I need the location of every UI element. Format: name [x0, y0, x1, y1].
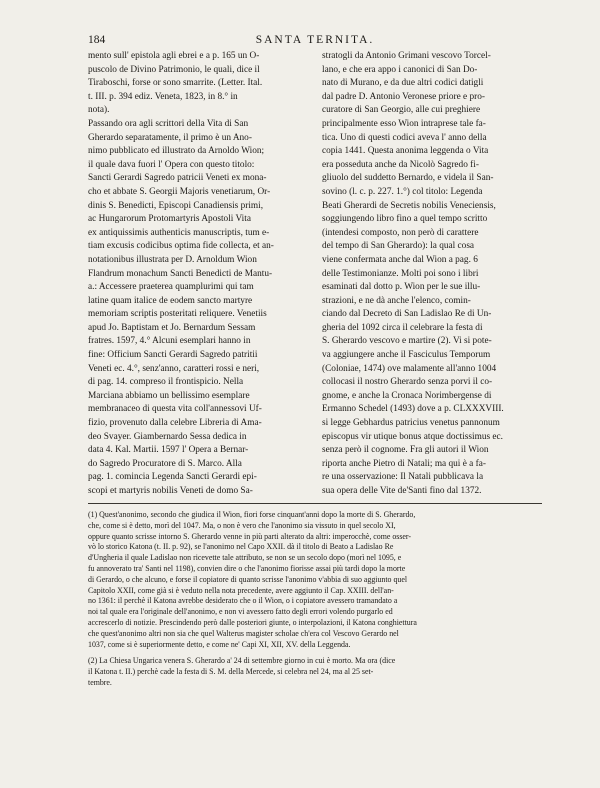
footnote-line: noi tal quale era l'originale dell'anonimo, e non vi avessero fatto degli errori volendo purgarlo ed — [88, 607, 393, 617]
text-line: gheria del 1092 circa il celebrare la festa di — [322, 322, 483, 333]
footnote-separator — [88, 503, 542, 504]
text-line: gliuolo del suddetto Bernardo, e videla il San- — [322, 173, 494, 184]
text-line: stratogli da Antonio Grimani vescovo Torcel- — [322, 51, 491, 61]
footnote-line: oppure quanto scrisse intorno S. Gherardo venne in più parti alterato da altri: imperocchè, come osser- — [88, 531, 412, 541]
text-line: Tiraboschi, forse or sono smarrite. (Letter. Ital. — [88, 78, 263, 89]
text-line: cho et abbate S. Georgii Majoris venetiarum, Or- — [88, 186, 271, 197]
text-line: curatore di San Georgio, alle cui preghiere — [322, 105, 481, 116]
text-line: (Coloniae, 1474) ove malamente all'anno 1004 — [322, 363, 497, 374]
footnote-line: 1037, come si è superiormente detto, e come ne' Capi XI, XII, XV. della Leggenda. — [88, 639, 351, 649]
text-line: del tempo di San Gherardo): la qual cosa — [322, 241, 475, 252]
text-line: data 4. Kal. Martii. 1597 l' Opera a Bernar- — [88, 445, 249, 456]
text-line: Sancti Gerardi Sagredo patricii Veneti ex mona- — [88, 173, 267, 184]
text-line: gnome, e anche la Cronaca Norimbergense di — [322, 390, 492, 401]
text-line: Passando ora agli scrittori della Vita di San — [88, 118, 249, 129]
text-line: scopi et martyris nobilis Veneti de domo Sa- — [88, 486, 253, 496]
text-line: ex antiquissimis authenticis manuscriptis, tum e- — [88, 227, 270, 238]
text-line: senza però il cognome. Fra gli autori il Wion — [322, 445, 489, 456]
text-line: si legge Gebhardus patricius venetus pannonum — [322, 418, 500, 429]
text-line: nimo pubblicato ed illustrato da Arnoldo Wion; — [88, 146, 265, 157]
text-line: memoriam scriptis posteritati reliquere. Venetiis — [88, 309, 267, 320]
text-line: mento sull' epistola agli ebrei e a p. 165 un O- — [88, 51, 260, 61]
page-number: 184 — [88, 34, 106, 46]
text-line: riporta anche Pietro di Natali; ma qui è a fa- — [322, 458, 486, 469]
footnote-line: tembre. — [88, 677, 112, 687]
footnote — [88, 510, 542, 650]
text-line: il quale dava fuori l' Opera con questo titolo: — [88, 159, 255, 170]
text-line: puscolo de Divino Patrimonio, le quali, dice il — [88, 64, 260, 75]
text-line: ciando dal Decreto di San Ladislao Re di Un- — [322, 309, 492, 320]
text-line: tica. Uno di questi codici aveva l' anno della — [322, 132, 487, 143]
text-line: Gherardo separatamente, il primo è un Ano- — [88, 132, 252, 143]
text-line: copia 1441. Questa anonima leggenda o Vita — [322, 146, 489, 157]
text-line: nato di Murano, e da due altri codici datigli — [322, 78, 484, 89]
text-line: esaminati dal dotto p. Wion per le sue illu- — [322, 282, 481, 293]
footnote-line: fu annoverato tra' Santi nel 1198), convien dire o che l'anonimo fiorisse assai più tardi dopo la morte — [88, 563, 406, 573]
text-line: dal padre D. Antonio Veronese priore e pro- — [322, 91, 485, 102]
text-line: era posseduta anche da Nicolò Sagredo fi- — [322, 159, 479, 170]
text-line: membranaceo di questa vita coll'annessovi Uf- — [88, 404, 262, 415]
text-line: latine quam italice de eodem sancto martyre — [88, 295, 253, 306]
text-line: Veneti ec. 4.°, senz'anno, caratteri rossi e neri, — [88, 363, 260, 374]
text-line: sua opera delle Vite de'Santi fino dal 1372. — [322, 486, 482, 496]
footnote-line: il Katona t. II.) perchè cade la festa di S. M. della Mercede, si celebra nel 24, ma al 25 set- — [88, 667, 374, 677]
text-line: Ermanno Schedel (1493) dove a p. CLXXXVIII. — [322, 404, 504, 415]
text-line: soggiungendo libro fino a quel tempo scritto — [322, 214, 488, 225]
text-line: a.: Accessere praeterea quamplurimi qui tam — [88, 282, 254, 293]
text-line: apud Jo. Baptistam et Jo. Bernardum Sessam — [88, 322, 256, 333]
footnote — [88, 656, 542, 688]
footnote-line: no 1361: il perchè il Katona avrebbe desiderato che o il Wion, o i copiatore avessero tramandato a — [88, 596, 398, 606]
text-line: va aggiungere anche il Fasciculus Temporum — [322, 350, 491, 361]
text-line: deo Svayer. Giambernardo Sessa dedica in — [88, 431, 247, 442]
text-line: notationibus illustrata per D. Arnoldum Wion — [88, 254, 257, 265]
text-line: fine: Officium Sancti Gerardi Sagredo patritii — [88, 350, 258, 361]
text-line: ac Hungarorum Protomartyris Apostoli Vita — [88, 214, 251, 225]
running-title: SANTA TERNITA. — [255, 34, 375, 46]
footnote-line: (1) Quest'anonimo, secondo che giudica il Wion, fiori forse cinquant'anni dopo la morte di S. Gherardo, — [88, 510, 416, 519]
text-line: fratres. 1597, 4.° Alcuni esemplari hanno in — [88, 336, 251, 347]
text-line: Flandrum monachum Sancti Benedicti de Mantu- — [88, 268, 273, 279]
footnote-line: accrescerlo di notizie. Prescindendo però dalle posteriori giunte, o interpolazioni, il Katona conghiettura — [88, 617, 417, 627]
text-line: di pag. 14. compreso il frontispicio. Nella — [88, 377, 244, 388]
footnote-line: di Gerardo, o che alcuno, e forse il copiatore di quanto scrisse l'anonimo v'abbia di suo aggiunto quel — [88, 574, 408, 584]
footnote-line: che, come si è detto, morì del 1047. Ma, o non è vero che l'anonimo sia vissuto in quel secolo XI, — [88, 520, 396, 530]
footnote-line: vò lo storico Katona (t. II. p. 92), se l'anonimo nel Capo XXII. dà il titolo di Beato a Ladislao Re — [88, 542, 394, 552]
text-line: principalmente esso Wion intraprese tale fa- — [322, 118, 486, 129]
text-line: tiam excusis codicibus optima fide collecta, et an- — [88, 241, 274, 252]
footnotes — [88, 510, 542, 689]
body-text — [88, 50, 542, 496]
text-line: (intendesi composto, non però di carattere — [322, 227, 479, 238]
text-line: re una osservazione: Il Natali pubblicava la — [322, 472, 484, 483]
text-line: do Sagredo Procuratore di S. Marco. Alla — [88, 458, 242, 469]
text-line: fizio, provenuto dalla celebre Libreria di Ama- — [88, 418, 262, 429]
running-header — [88, 34, 542, 48]
left-column — [88, 50, 308, 496]
text-line: viene confermata anche dal Wion a pag. 6 — [322, 254, 478, 265]
text-line: episcopus vir utique bonus atque doctissimus ec. — [322, 431, 504, 442]
text-line: collocasi il nostro Gherardo senza porvi il co- — [322, 377, 493, 388]
text-line: Beati Gherardi de Secretis nobilis Veneciensis, — [322, 200, 496, 211]
right-column — [322, 50, 542, 496]
footnote-line: (2) La Chiesa Ungarica venera S. Gherardo a' 24 di settembre giorno in cui è morto. Ma ora (dice — [88, 656, 396, 666]
text-line: delle Testimonianze. Molti poi sono i libri — [322, 268, 479, 279]
text-line: t. III. p. 394 ediz. Veneta, 1823, in 8.° in — [88, 91, 238, 102]
text-line: Marciana abbiamo un bellissimo esemplare — [88, 390, 250, 401]
text-line: strazioni, e ne dà anche l'elenco, comin- — [322, 295, 471, 306]
text-line: nota). — [88, 105, 110, 116]
text-line: lano, e che era appo i canonici di San Do- — [322, 64, 478, 75]
text-line: sovino (l. c. p. 227. 1.°) col titolo: Legenda — [322, 186, 483, 197]
text-line: S. Gherardo vescovo e martire (2). Vi si pote- — [322, 336, 492, 347]
footnote-line: Capitolo XXII, come già si è veduto nella nota precedente, avere aggiunto il Cap. XXIII. dell'an- — [88, 585, 394, 595]
footnote-line: d'Ungheria il quale Ladislao non ricevette tale attributo, se non se un secolo dopo (morì nel 1095, e — [88, 553, 402, 563]
text-line: dinis S. Benedicti, Episcopi Canadiensis primi, — [88, 200, 264, 211]
footnote-line: che quest'anonimo altri non sia che quel Walterus magister scholae ch'era col Vescovo Gerardo nel — [88, 628, 399, 638]
text-line: pag. 1. comincia Legenda Sancti Gerardi epi- — [88, 472, 257, 483]
